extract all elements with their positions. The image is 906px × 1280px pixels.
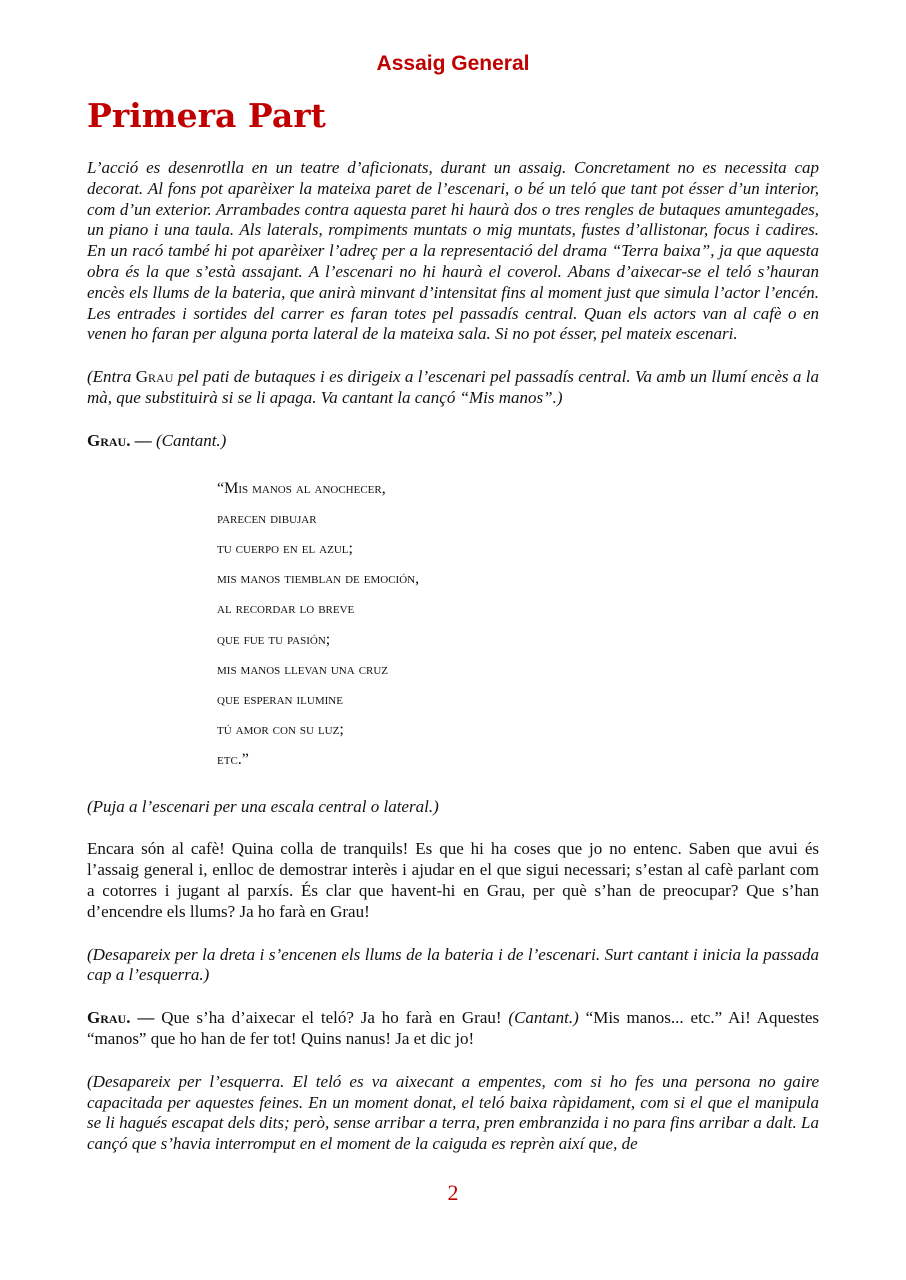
inline-direction: (Cantant.) xyxy=(508,1008,579,1028)
speech-grau-1 xyxy=(87,431,819,452)
verse-line: mis manos tiemblan de emoción, xyxy=(217,570,420,588)
grau-monologue: Encara són al cafè! Quina colla de tranquils! Es que hi ha coses que jo no entenc. Saben que avui és l’assaig general i, enlloc de demostrar interès i ajudar en el que sigui necessari; s’estan al cafè parlant com a cotorres i jugant al parxís. És clar que havent-hi en Grau, per què s’han de preocupar? Que s’han d’encendre els llums? Ja ho farà en Grau! xyxy=(87,839,819,921)
stage-direction-right: (Desapareix per la dreta i s’encenen els llums de la bateria i de l’escenari. Surt cantant i inicia la passada cap a l’esquerra.) xyxy=(87,944,819,985)
verse-line: al recordar lo breve xyxy=(217,600,355,618)
stage-direction-left: (Desapareix per l’esquerra. El teló es va aixecant a empentes, com si ho fes una persona no gaire capacitada per aquestes feines. En un moment donat, el teló baixa ràpidament, com si el que el manipula se li hagués escapat dels dits; però, sense arribar a terra, pren embranzida i no para fins arribar a dalt. La cançó que s’havia interromput en el moment de la caiguda es reprèn així que, de xyxy=(87,1071,819,1154)
speech-dash: — xyxy=(130,1008,162,1028)
speech-text: Que s’ha d’aixecar el teló? Ja ho farà en Grau! xyxy=(161,1008,509,1028)
verse-line: que fue tu pasión; xyxy=(217,630,331,648)
speech-dash: — xyxy=(130,430,156,450)
verse-line: mis manos llevan una cruz xyxy=(217,660,389,678)
song-verse xyxy=(217,474,819,776)
verse-line: tú amor con su luz; xyxy=(217,721,344,739)
page-number: 2 xyxy=(447,1180,459,1205)
verse-line: “Mis manos al anochecer, xyxy=(217,479,386,497)
verse-line: que esperan ilumine xyxy=(217,690,343,708)
speech-grau-2 xyxy=(87,1008,819,1050)
stage-direction-enter xyxy=(87,367,819,409)
speaker-name: Grau. xyxy=(87,1008,131,1028)
speech-text: “Mis manos... etc.” Ai! Aquestes “manos” que ho han de fer tot! Quins nanus! Ja et dic jo! xyxy=(87,1008,819,1048)
direction-text: pel pati de butaques i es dirigeix a l’escenari pel passadís central. Va amb un llumí encès a la mà, que substituirà si se li apaga. Va cantant la cançó “Mis manos”.) xyxy=(87,367,819,407)
stage-intro: L’acció es desenrotlla en un teatre d’aficionats, durant un assaig. Concretament no es necessita cap decorat. Al fons pot aparèixer la mateixa paret de l’escenari, o bé un teló que tant pot ésser d’un interior, com d’un exterior. Arrambades contra aquesta paret hi haurà dos o tres rengles de butaques amuntegades, un piano i una taula. Als laterals, rompiments muntats o mig muntats, fustes d’allistonar, focus i cadires. En un racó també hi pot aparèixer l’adreç per a la representació del drama “Terra baixa”, ja que aquesta obra és la que s’està assajant. A l’escenari no hi haurà el coverol. Abans d’aixecar-se el teló s’hauran encès els llums de la bateria, que anirà minvant d’intensitat fins al moment just que simula l’actor l’encén. Les entrades i sortides del carrer es faran totes pel passadís central. Quan els actors van al cafè o en venen ho faran per alguna porta lateral de la mateixa sala. Si no pot ésser, pel mateix escenari. xyxy=(87,158,819,344)
speaker-name: Grau. xyxy=(87,430,131,450)
character-name: Grau xyxy=(135,367,174,387)
stage-direction-climb: (Puja a l’escenari per una escala central o lateral.) xyxy=(87,796,439,816)
inline-direction: (Cantant.) xyxy=(155,430,227,450)
document-body xyxy=(87,158,819,1177)
running-header: Assaig General xyxy=(376,52,530,75)
direction-text: (Entra xyxy=(87,367,136,387)
verse-line: etc.” xyxy=(217,751,249,769)
verse-line: parecen dibujar xyxy=(217,509,317,527)
part-title: Primera Part xyxy=(87,96,326,135)
verse-line: tu cuerpo en el azul; xyxy=(217,539,353,557)
